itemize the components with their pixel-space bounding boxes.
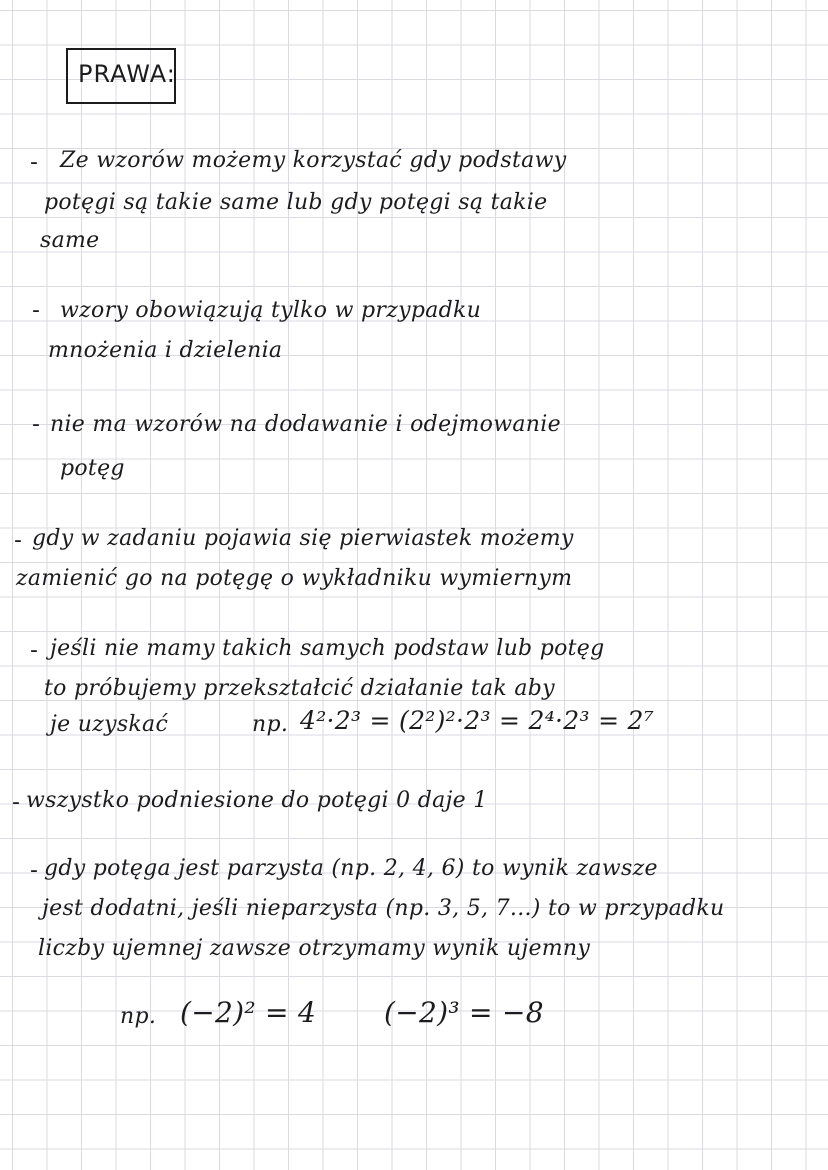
rule-5-line-2: to próbujemy przekształcić działanie tak aby xyxy=(44,676,555,701)
rule-7-example-prefix: np. xyxy=(120,1004,157,1029)
bullet-dash: - xyxy=(32,298,40,323)
bullet-dash: - xyxy=(14,528,22,553)
rule-1-line-2: potęgi są takie same lub gdy potęgi są takie xyxy=(44,190,548,215)
rule-4-line-1: gdy w zadaniu pojawia się pierwiastek możemy xyxy=(32,526,574,551)
rule-5-example-prefix: np. xyxy=(252,712,289,737)
rule-1-line-1: Ze wzorów możemy korzystać gdy podstawy xyxy=(60,148,567,173)
rule-6-line-1: wszystko podniesione do potęgi 0 daje 1 xyxy=(26,788,488,813)
bullet-dash: - xyxy=(30,150,38,175)
rule-5-example: 4²·2³ = (2²)²·2³ = 2⁴·2³ = 2⁷ xyxy=(300,706,655,735)
rule-7-line-2: jest dodatni, jeśli nieparzysta (np. 3, 5, 7...) to w przypadku xyxy=(42,896,725,921)
bullet-dash: - xyxy=(30,858,38,883)
rule-1-line-3: same xyxy=(40,228,100,253)
rule-4-line-2: zamienić go na potęgę o wykładniku wymiernym xyxy=(16,566,573,591)
rule-7-example-2: (−2)³ = −8 xyxy=(384,996,544,1029)
bullet-dash: - xyxy=(32,412,40,437)
bullet-dash: - xyxy=(12,790,20,815)
rule-7-example-1: (−2)² = 4 xyxy=(180,996,317,1029)
rule-3-line-2: potęg xyxy=(60,456,125,481)
rule-2-line-1: wzory obowiązują tylko w przypadku xyxy=(60,298,482,323)
rule-5-line-1: jeśli nie mamy takich samych podstaw lub potęg xyxy=(50,636,605,661)
rule-5-line-3: je uzyskać xyxy=(50,712,169,737)
page-title: PRAWA: xyxy=(78,60,176,88)
rule-7-line-1: gdy potęga jest parzysta (np. 2, 4, 6) to wynik zawsze xyxy=(44,856,658,881)
bullet-dash: - xyxy=(30,638,38,663)
rule-7-line-3: liczby ujemnej zawsze otrzymamy wynik ujemny xyxy=(38,936,591,961)
rule-2-line-2: mnożenia i dzielenia xyxy=(48,338,283,363)
rule-3-line-1: nie ma wzorów na dodawanie i odejmowanie xyxy=(50,412,561,437)
